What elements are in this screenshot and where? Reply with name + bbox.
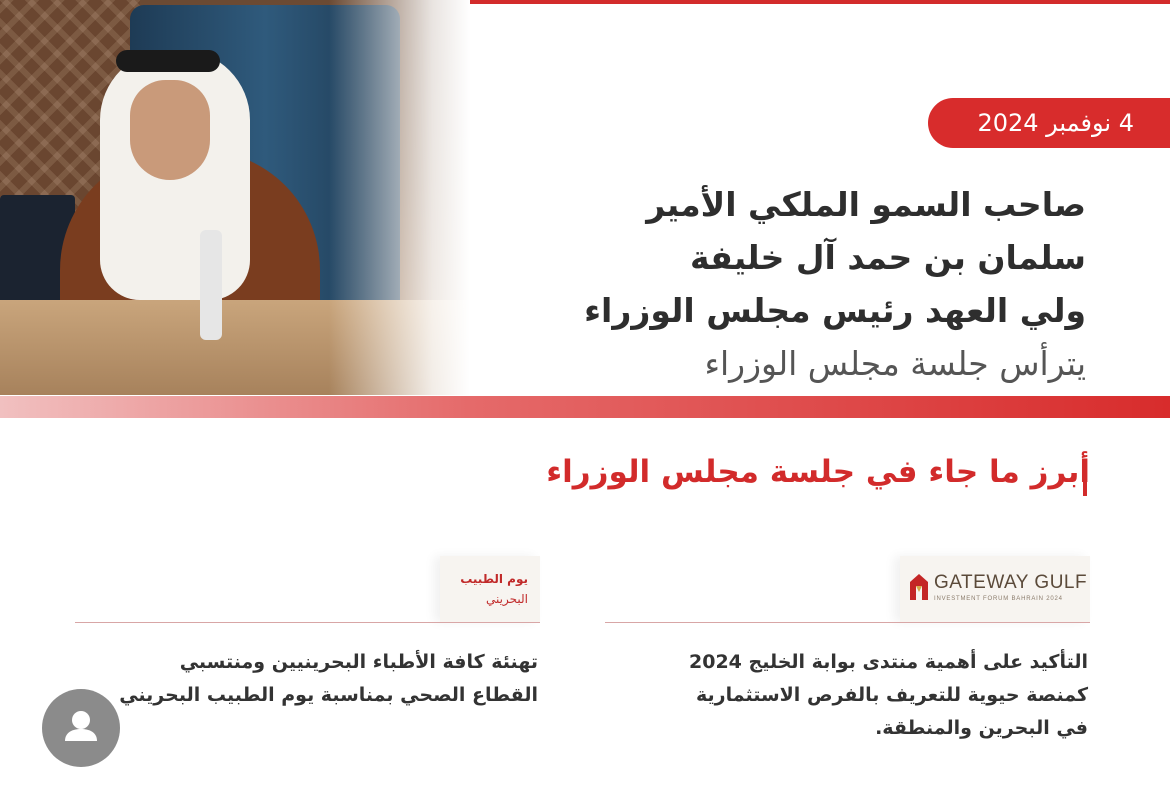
gateway-gulf-icon <box>910 574 928 600</box>
header-photo <box>0 0 470 395</box>
card-2-rule <box>75 622 540 623</box>
card-2-text <box>68 646 538 712</box>
card-2-line-1: تهنئة كافة الأطباء البحرينيين ومنتسبي <box>179 651 538 673</box>
doctor-day-logo <box>440 556 540 622</box>
photo-fade <box>0 0 470 395</box>
person-icon <box>42 689 120 767</box>
doctor-day-logo-line-2: البحريني <box>486 592 528 606</box>
gateway-gulf-subtitle: INVESTMENT FORUM BAHRAIN 2024 <box>934 596 1063 602</box>
gateway-gulf-name: GATEWAY GULF <box>934 572 1088 593</box>
card-1-rule <box>605 622 1090 623</box>
section-title: أبرز ما جاء في جلسة مجلس الوزراء <box>546 454 1090 490</box>
card-1-text <box>608 646 1088 745</box>
user-avatar-icon[interactable] <box>42 689 120 767</box>
headline-line-1: صاحب السمو الملكي الأمير <box>646 185 1086 224</box>
red-band <box>0 396 1170 418</box>
headline-line-4: يترأس جلسة مجلس الوزراء <box>704 344 1086 383</box>
headline-line-2: سلمان بن حمد آل خليفة <box>689 238 1086 277</box>
card-1-line-1: التأكيد على أهمية منتدى بوابة الخليج 2024 <box>689 651 1088 673</box>
headline-line-3: ولي العهد رئيس مجلس الوزراء <box>584 291 1086 330</box>
card-1-line-2: كمنصة حيوية للتعريف بالفرص الاستثمارية <box>696 684 1088 706</box>
card-2-line-2: القطاع الصحي بمناسبة يوم الطبيب البحريني <box>119 684 538 706</box>
date-badge: 4 نوفمبر 2024 <box>928 98 1170 148</box>
headline <box>526 178 1086 390</box>
gateway-gulf-logo <box>900 556 1090 622</box>
card-1-line-3: في البحرين والمنطقة. <box>875 717 1088 739</box>
doctor-day-logo-line-1: يوم الطبيب <box>460 572 528 586</box>
